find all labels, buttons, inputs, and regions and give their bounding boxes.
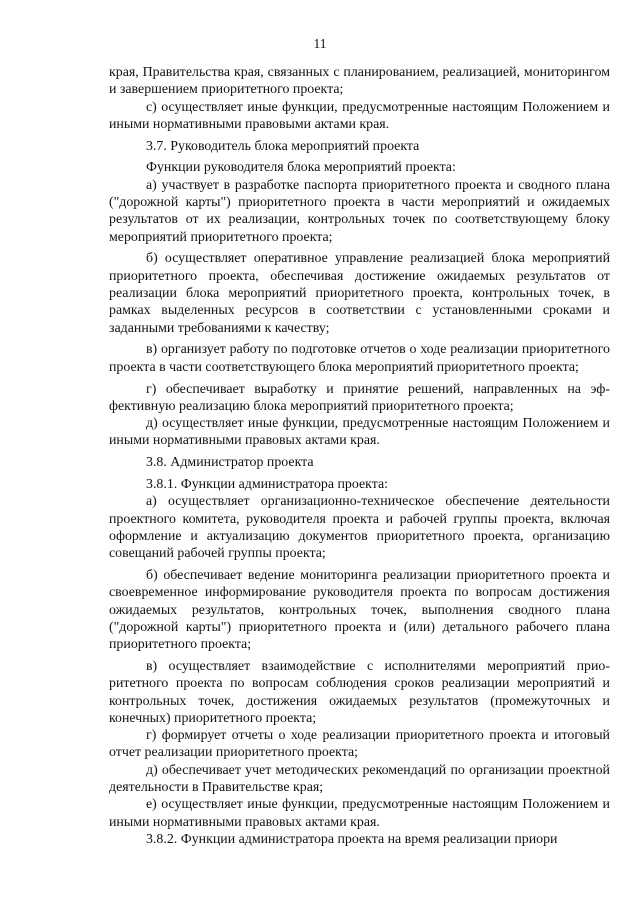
section-heading-3-8-1: 3.8.1. Функции администратора проекта: (146, 477, 388, 493)
section-heading-3-8-2: 3.8.2. Функции администратора проекта на время реализации приори (146, 831, 558, 847)
paragraph-item-g: г) формирует отчеты о ходе реализации приоритетного проекта и итоговый отчет реализации приоритетного проекта; (109, 728, 610, 761)
paragraph-item-e: е) осуществляет иные функции, предусмотренные настоящим Положением и иными нормативными правовых актами края. (109, 797, 610, 830)
section-heading-3-7: 3.7. Руководитель блока мероприятий проекта (146, 138, 420, 154)
paragraph-continuation: края, Правительства края, связанных с планированием, реализацией, мониторингом и завершением приоритетного проекта; (109, 65, 610, 98)
paragraph-item-g: г) обеспечивает выработку и принятие решений, направленных на эффективную реализацию блока мероприятий приоритетного проекта; (109, 381, 610, 414)
paragraph-item-b: б) обеспечивает ведение мониторинга реализации приоритетного проекта и своевременное информирование руководителя проекта по вопросам достижения ожидаемых результатов, контрольных точек, выполнения сводного плана ("дорожной карты") приоритетного проекта и (или) детального рабочего плана приоритетного проекта; (109, 568, 610, 653)
page-number: 11 (313, 36, 327, 51)
paragraph-functions-intro: Функции руководителя блока мероприятий проекта: (146, 160, 456, 176)
paragraph-item-a: а) участвует в разработке паспорта приоритетного проекта и сводного плана ("дорожной карты") приоритетного проекта в части мероприятий и ожидаемых результатов от их реализации, контрольных точек по соответствующему блоку мероприятий приоритетного проекта; (109, 177, 610, 245)
paragraph-item-a: а) осуществляет организационно-техническое обеспечение деятельности проектного комитета, руководителя проекта и рабочей группы проекта, включая оформление и актуализацию документов приоритетного проекта, организацию совещаний рабочей группы проекта; (109, 494, 610, 562)
paragraph-item-d: д) осуществляет иные функции, предусмотренные настоящим Положением и иными нормативными правовых актами края. (109, 416, 610, 449)
paragraph-item-s: с) осуществляет иные функции, предусмотренные настоящим Положением и иными нормативными правовыми актами края. (109, 99, 610, 132)
paragraph-item-b: б) осуществляет оперативное управление реализацией блока мероприятий приоритетного проекта, обеспечивая достижение ожидаемых результатов от реализации блока мероприятий приоритетного проекта, контрольных точек, в рамках выделенных ресурсов в соответствии с установленными сроками и заданными требованиями к качеству; (109, 251, 610, 336)
paragraph-item-v: в) осуществляет взаимодействие с исполнителями мероприятий приоритетного проекта по вопросам соблюдения сроков реализации мероприятий и контрольных точек, достижения ожидаемых результатов (промежуточных и конечных) приоритетного проекта; (109, 659, 610, 726)
document-body (109, 64, 610, 848)
paragraph-item-d: д) обеспечивает учет методических рекомендаций по организации проектной деятельности в Правительстве края; (109, 762, 610, 796)
section-heading-3-8: 3.8. Администратор проекта (146, 455, 314, 471)
paragraph-item-v: в) организует работу по подготовке отчетов о ходе реализации приоритетного проекта в части соответствующего блока мероприятий приоритетного проекта; (109, 342, 610, 375)
